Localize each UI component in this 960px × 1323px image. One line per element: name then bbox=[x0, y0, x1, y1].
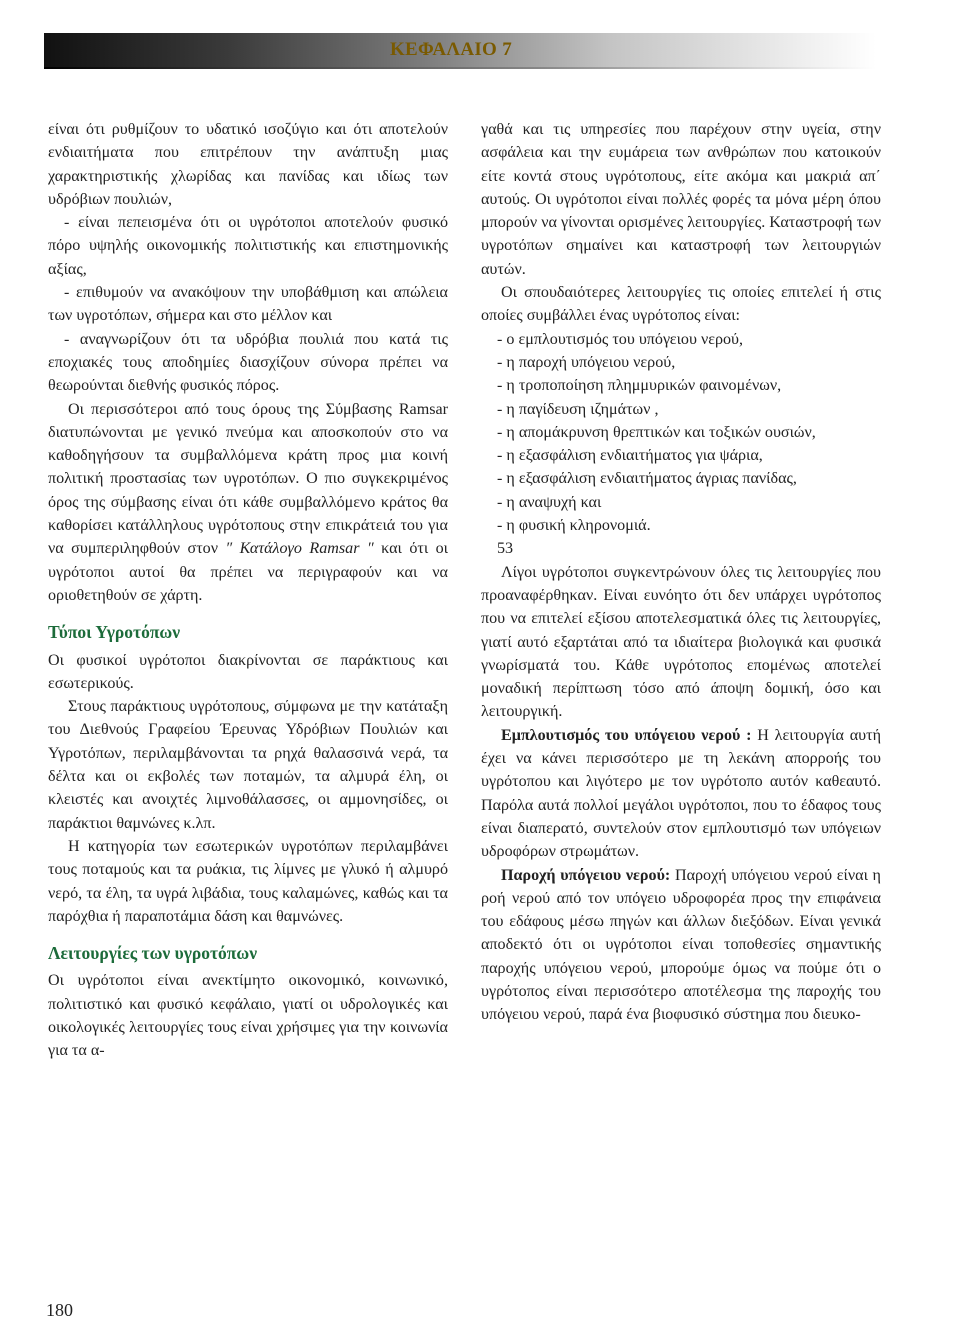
paragraph: Η κατηγορία των εσωτερικών υγροτόπων περιλαμβάνει τους ποταμούς και τα ρυάκια, τις λίμνες με γλυκό ή αλμυρό νερό, τα έλη, τα υγρά λιβάδια, τους καλαμώνες, καθώς και τα παρόχθια ή παραποτάμια δάση και θαμνώνες. bbox=[48, 837, 448, 925]
paragraph: γαθά και τις υπηρεσίες που παρέχουν στην υγεία, στην ασφάλεια και την ευμάρεια των ανθρώπων που κατοικούν είτε κοντά στους υγρότοπους, είτε ακόμα και μακριά απ΄ αυτούς. Οι υγρότοποι είναι πολλές φορές τα μόνα μέρη όπου μπορούν να γίνονται ορισμένες λειτουργίες. Καταστροφή των υγροτόπων σημαίνει και καταστροφή των λειτουργιών αυτών. bbox=[481, 121, 881, 278]
right-column bbox=[481, 118, 881, 1027]
paragraph-text: Η λειτουργία αυτή έχει να κάνει περισσότερο με τη λεκάνη απορροής του υγρότοπου και λιγότερο με τον υγρότοπο αυτόν καθεαυτό. Παρόλα αυτά πολλοί μεγάλοι υγρότοποι, που το έδαφος τους είναι διαπερατό, συντελούν στον εμπλουτισμό των υπόγειων υδροφόρων στρωμάτων. bbox=[481, 726, 882, 861]
list-item: - η φυσική κληρονομιά. bbox=[497, 517, 651, 535]
paragraph bbox=[481, 724, 881, 864]
chapter-title: ΚΕΦΑΛΑΙΟ 7 bbox=[389, 39, 512, 60]
list-item: - η εξασφάλιση ενδιαιτήματος άγριας πανίδας, bbox=[497, 470, 797, 488]
chapter-header-bar bbox=[44, 33, 876, 67]
paragraph: - είναι πεπεισμένα ότι οι υγρότοποι αποτελούν φυσικό πόρο υψηλής οικονομικής πολιτιστικής και επιστημονικής αξίας, bbox=[48, 214, 448, 278]
list-item: - η εξασφάλιση ενδιαιτήματος για ψάρια, bbox=[497, 447, 763, 465]
paragraph-lead: Παροχή υπόγειου νερού: bbox=[501, 866, 671, 884]
paragraph: Στους παράκτιους υγρότοπους, σύμφωνα με την κατάταξη του Διεθνούς Γραφείου Έρευνας Υδρόβιων Πουλιών και Υγροτόπων, περιλαμβάνονται τα ρηχά θαλασσινά νερά, τα δέλτα και οι εκβολές των ποταμών, τα αλμυρά έλη, οι κλειστές και ανοιχτές λιμνοθάλασσες, οι αμμονησίδες, οι παράκτιοι θαμνώνες κ.λπ. bbox=[48, 698, 448, 832]
paragraph: είναι ότι ρυθμίζουν το υδατικό ισοζύγιο και ότι αποτελούν ενδιαιτήματα που επιτρέπουν την ανάπτυξη μιας χαρακτηριστικής χλωρίδας και πανίδας και ιδίως των υδρόβιων πουλιών, bbox=[48, 121, 448, 208]
paragraph: Οι υγρότοποι είναι ανεκτίμητο οικονομικό, κοινωνικό, πολιτιστικό και φυσικό κεφάλαιο, γιατί οι υδρολογικές και οικολογικές λειτουργίες τους είναι χρήσιμες για την κοινωνία για τα α- bbox=[48, 972, 448, 1060]
section-heading-types: Τύποι Υγροτόπων bbox=[48, 622, 181, 643]
reference-number: 53 bbox=[497, 540, 514, 558]
list-item: - η αναψυχή και bbox=[497, 493, 602, 511]
page-number: 180 bbox=[46, 1300, 73, 1320]
paragraph-text: Παροχή υπόγειου νερού είναι η ροή νερού από τον υπόγειο υδροφορέα προς την επιφάνεια του εδάφους μέσω πηγών και άλλων διεξόδων. Είναι γενικά αποδεκτό ότι οι υγρότοποι είναι τοποθεσίες σημαντικής παροχής υπόγειου νερού, μπορούμε όμως να πούμε ότι ο υγρότοπος είναι περισσότερο αποτέλεσμα της παροχής του υπόγειου νερού, παρά ένα βιοφυσικό σύστημα που διευκο- bbox=[481, 866, 881, 1024]
list-item: - ο εμπλουτισμός του υπόγειου νερού, bbox=[497, 330, 744, 348]
paragraph: Οι σπουδαιότερες λειτουργίες τις οποίες επιτελεί ή στις οποίες συμβάλλει ένας υγρότοπος είναι: bbox=[481, 284, 881, 325]
paragraph bbox=[481, 864, 881, 1027]
paragraph-lead: Εμπλουτισμός του υπόγειου νερού : bbox=[501, 726, 752, 744]
ramsar-list-name: ″ Κατάλογο Ramsar ″ bbox=[225, 540, 374, 558]
section-heading-functions: Λειτουργίες των υγροτόπων bbox=[48, 943, 258, 964]
list-item: - η παγίδευση ιζημάτων , bbox=[497, 400, 659, 418]
paragraph-text: Οι περισσότεροι από τους όρους της Σύμβασης Ramsar διατυπώνονται με γενικό πνεύμα και αποσκοπούν στο να καθοδηγήσουν τα συμβαλλόμενα κράτη προς μια κοινή πολιτική προστασίας των υγροτόπων. Ο πιο συγκεκριμένος όρος της σύμβασης είναι ότι κάθε συμβαλλόμενο κράτος θα καθορίσει κατάλληλους υγρότοπους στην επικράτειά του για να συμπεριληφθούν στον bbox=[48, 400, 448, 558]
paragraph bbox=[48, 398, 448, 608]
paragraph-text: και ότι οι υγρότοποι αυτοί θα πρέπει να περιγραφούν και να οριοθετηθούν σε χάρτη. bbox=[48, 540, 448, 604]
paragraph: Λίγοι υγρότοποι συγκεντρώνουν όλες τις λειτουργίες που προαναφέρθηκαν. Είναι ευνόητο ότι δεν υπάρχει υγρότοπος που να επιτελεί εξίσου αποτελεσματικά όλες τις λειτουργίες, γιατί αυτό εξαρτάται από τα ιδιαίτερα βιολογικά και φυσικά γνωρίσματά του. Κάθε υγρότοπος επομένως αποτελεί μοναδική περίπτωση τόσο από άποψη δομική, όσο και λειτουργική. bbox=[481, 563, 881, 721]
list-item: - η παροχή υπόγειου νερού, bbox=[497, 353, 676, 371]
list-item: - η τροποποίηση πλημμυρικών φαινομένων, bbox=[497, 377, 782, 395]
list-item: - η απομάκρυνση θρεπτικών και τοξικών ουσιών, bbox=[497, 423, 816, 441]
paragraph: - αναγνωρίζουν ότι τα υδρόβια πουλιά που κατά τις εποχιακές τους αποδημίες διασχίζουν σύνορα πρέπει να θεωρούνται διεθνής φυσικός πόρος. bbox=[48, 330, 448, 395]
paragraph: Οι φυσικοί υγρότοποι διακρίνονται σε παράκτιους και εσωτερικούς. bbox=[48, 651, 448, 692]
left-column bbox=[48, 118, 448, 1063]
paragraph: - επιθυμούν να ανακόψουν την υποβάθμιση και απώλεια των υγροτόπων, σήμερα και στο μέλλον και bbox=[48, 284, 448, 325]
